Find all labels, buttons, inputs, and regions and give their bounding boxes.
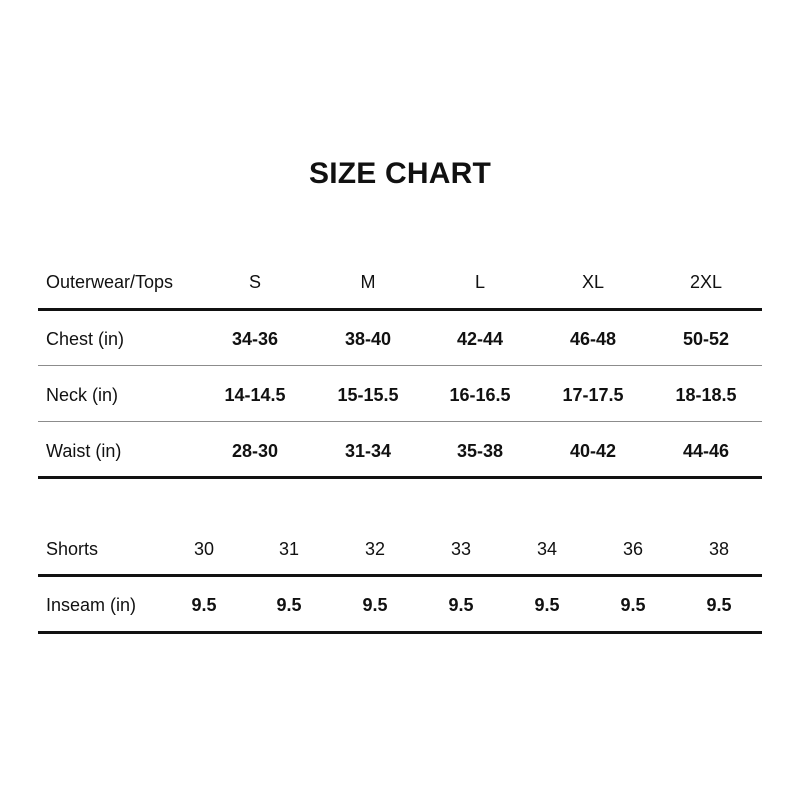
table-bottom-rule xyxy=(38,476,762,479)
chest-value-s: 34-36 xyxy=(231,329,279,349)
size-header-m: M xyxy=(360,272,376,292)
row-divider xyxy=(38,365,762,366)
waist-value-m: 31-34 xyxy=(344,441,392,461)
row-divider xyxy=(38,421,762,422)
shorts-size-36: 36 xyxy=(622,539,644,559)
tops-header-row xyxy=(38,254,762,310)
shorts-header-label: Shorts xyxy=(46,539,99,559)
neck-value-m: 15-15.5 xyxy=(337,385,399,405)
size-header-s: S xyxy=(248,272,262,292)
waist-value-2xl: 44-46 xyxy=(682,441,730,461)
table-bottom-rule xyxy=(38,631,762,634)
neck-value-l: 16-16.5 xyxy=(449,385,511,405)
neck-label: Neck (in) xyxy=(46,385,119,405)
neck-value-xl: 17-17.5 xyxy=(562,385,624,405)
waist-value-xl: 40-42 xyxy=(569,441,617,461)
neck-value-2xl: 18-18.5 xyxy=(675,385,737,405)
inseam-value-33: 9.5 xyxy=(448,595,474,615)
inseam-row xyxy=(38,577,762,633)
neck-row xyxy=(38,367,762,423)
waist-value-l: 35-38 xyxy=(456,441,504,461)
chest-value-l: 42-44 xyxy=(456,329,504,349)
shorts-size-34: 34 xyxy=(536,539,558,559)
size-header-l: L xyxy=(474,272,486,292)
inseam-value-31: 9.5 xyxy=(276,595,302,615)
shorts-size-32: 32 xyxy=(364,539,386,559)
shorts-size-30: 30 xyxy=(193,539,215,559)
waist-row xyxy=(38,423,762,479)
inseam-value-30: 9.5 xyxy=(191,595,217,615)
inseam-value-36: 9.5 xyxy=(620,595,646,615)
chest-label: Chest (in) xyxy=(46,329,125,349)
chest-row xyxy=(38,311,762,367)
neck-value-s: 14-14.5 xyxy=(224,385,286,405)
waist-value-s: 28-30 xyxy=(231,441,279,461)
inseam-value-34: 9.5 xyxy=(534,595,560,615)
size-header-2xl: 2XL xyxy=(689,272,723,292)
inseam-label: Inseam (in) xyxy=(46,595,137,615)
shorts-size-33: 33 xyxy=(450,539,472,559)
page-title: SIZE CHART xyxy=(309,157,491,190)
size-header-xl: XL xyxy=(581,272,605,292)
chest-value-m: 38-40 xyxy=(344,329,392,349)
chest-value-2xl: 50-52 xyxy=(682,329,730,349)
waist-label: Waist (in) xyxy=(46,441,122,461)
tops-header-label: Outerwear/Tops xyxy=(46,272,174,292)
shorts-header-row xyxy=(38,521,762,577)
chest-value-xl: 46-48 xyxy=(569,329,617,349)
shorts-size-31: 31 xyxy=(278,539,300,559)
inseam-value-38: 9.5 xyxy=(706,595,732,615)
inseam-value-32: 9.5 xyxy=(362,595,388,615)
shorts-size-38: 38 xyxy=(708,539,730,559)
